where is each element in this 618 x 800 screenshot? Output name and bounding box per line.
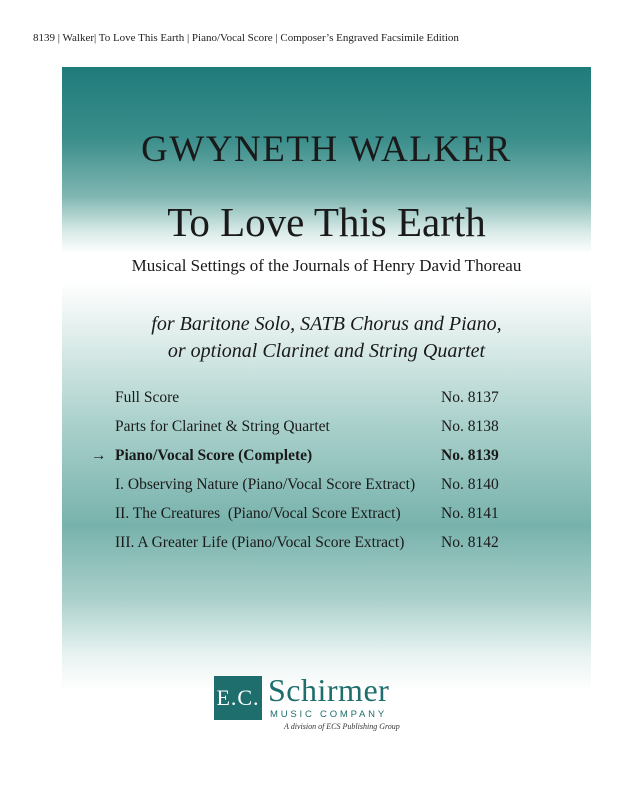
logo-name: Schirmer [268, 672, 390, 708]
edition-row-current [62, 447, 591, 476]
edition-number: No. 8139 [441, 447, 499, 464]
edition-row [62, 389, 591, 418]
logo-mark: E.C. [214, 676, 262, 720]
current-edition-arrow-icon: → [91, 447, 107, 464]
edition-name: Parts for Clarinet & String Quartet [115, 418, 330, 435]
logo-tagline: A division of ECS Publishing Group [284, 722, 400, 731]
edition-name: II. The Creatures (Piano/Vocal Score Extract) [115, 505, 401, 522]
cover-panel [62, 67, 591, 784]
edition-number: No. 8138 [441, 418, 499, 435]
publisher-logo [214, 672, 444, 740]
edition-row [62, 418, 591, 447]
instrumentation-line-1: for Baritone Solo, SATB Chorus and Piano, [151, 313, 502, 335]
composer-name: GWYNETH WALKER [141, 129, 512, 170]
edition-number: No. 8142 [441, 534, 499, 551]
edition-name: Piano/Vocal Score (Complete) [115, 447, 313, 464]
edition-number: No. 8137 [441, 389, 499, 406]
header-line: 8139 | Walker| To Love This Earth | Piano/Vocal Score | Composer’s Engraved Facsimile Edition [33, 32, 459, 44]
work-title: To Love This Earth [167, 199, 486, 245]
edition-number: No. 8140 [441, 476, 499, 493]
logo-subtitle: MUSIC COMPANY [270, 709, 387, 720]
edition-number: No. 8141 [441, 505, 499, 522]
edition-row [62, 476, 591, 505]
edition-name: I. Observing Nature (Piano/Vocal Score Extract) [115, 476, 416, 493]
instrumentation-line-2: or optional Clarinet and String Quartet [167, 340, 486, 362]
edition-row [62, 534, 591, 563]
edition-name: III. A Greater Life (Piano/Vocal Score Extract) [115, 534, 405, 551]
edition-name: Full Score [115, 389, 180, 406]
work-subtitle: Musical Settings of the Journals of Henry David Thoreau [131, 256, 522, 275]
edition-row [62, 505, 591, 534]
